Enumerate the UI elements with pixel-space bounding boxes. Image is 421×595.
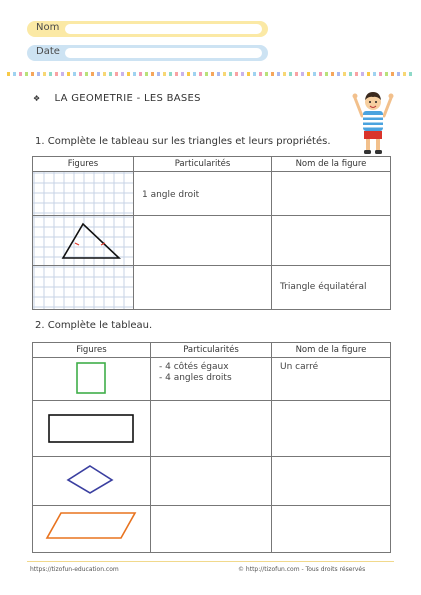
nom-cell[interactable] [272, 358, 391, 401]
color-dot [283, 72, 286, 76]
footer-divider [27, 561, 394, 562]
triangles-table [32, 156, 391, 310]
nom-text: Triangle équilatéral [280, 282, 367, 292]
nom-cell[interactable] [272, 266, 391, 310]
color-dot [163, 72, 166, 76]
table-row [33, 401, 391, 457]
particularites-line-1: - 4 côtés égaux [159, 362, 229, 372]
color-dot [313, 72, 316, 76]
color-dot [175, 72, 178, 76]
date-field[interactable] [27, 45, 268, 61]
figure-cell-parallelogram [33, 506, 151, 553]
footer-website-link[interactable]: https://tizofun-education.com [30, 566, 119, 573]
color-dot [37, 72, 40, 76]
color-dot [271, 72, 274, 76]
color-dot [409, 72, 412, 76]
particularites-line-2: - 4 angles droits [159, 373, 232, 383]
color-dot [115, 72, 118, 76]
name-input[interactable] [65, 24, 262, 34]
color-dot [43, 72, 46, 76]
diamond-bullet-icon: ❖ [33, 94, 41, 103]
table-row [33, 216, 391, 266]
particularites-text: 1 angle droit [142, 190, 200, 200]
color-dot [85, 72, 88, 76]
color-dot [19, 72, 22, 76]
color-dot [373, 72, 376, 76]
header-nom-figure: Nom de la figure [272, 157, 391, 172]
table-header-row [33, 157, 391, 172]
color-dot [205, 72, 208, 76]
nom-text [272, 457, 390, 465]
table-row [33, 358, 391, 401]
header-figures: Figures [33, 343, 151, 358]
color-dot [397, 72, 400, 76]
particularites-text [151, 401, 271, 409]
color-dot [67, 72, 70, 76]
color-dot [229, 72, 232, 76]
header-figures: Figures [33, 157, 134, 172]
nom-text: Un carré [280, 362, 319, 372]
color-dot [139, 72, 142, 76]
rhombus-figure-icon [33, 457, 151, 505]
color-dot [253, 72, 256, 76]
figure-cell-rhombus [33, 457, 151, 506]
color-dot [145, 72, 148, 76]
color-dot [133, 72, 136, 76]
nom-cell[interactable] [272, 457, 391, 506]
nom-text [272, 216, 390, 220]
worksheet-title: LA GEOMETRIE - LES BASES [54, 93, 201, 104]
figure-cell-triangle [33, 216, 134, 266]
color-dot [235, 72, 238, 76]
color-dot-strip [7, 72, 413, 77]
table-row [33, 457, 391, 506]
color-dot [319, 72, 322, 76]
color-dot [265, 72, 268, 76]
particularites-cell[interactable] [151, 457, 272, 506]
color-dot [385, 72, 388, 76]
date-label: Date [36, 46, 60, 57]
color-dot [13, 72, 16, 76]
rectangle-figure-icon [33, 401, 151, 456]
table-header-row [33, 343, 391, 358]
header-particularites: Particularités [151, 343, 272, 358]
nom-cell[interactable] [272, 216, 391, 266]
figure-cell-square [33, 358, 151, 401]
nom-text [272, 172, 390, 176]
particularites-cell[interactable] [151, 401, 272, 457]
color-dot [79, 72, 82, 76]
color-dot [199, 72, 202, 76]
color-dot [61, 72, 64, 76]
particularites-cell[interactable] [134, 266, 272, 310]
color-dot [127, 72, 130, 76]
color-dot [169, 72, 172, 76]
color-dot [241, 72, 244, 76]
parallelogram-figure-icon [33, 506, 151, 552]
table-row [33, 266, 391, 310]
color-dot [331, 72, 334, 76]
question-1-text: 1. Complète le tableau sur les triangles et leurs propriétés. [35, 136, 331, 147]
particularites-text [134, 266, 271, 274]
particularites-cell[interactable] [134, 172, 272, 216]
figure-cell-grid [33, 172, 134, 216]
color-dot [103, 72, 106, 76]
color-dot [349, 72, 352, 76]
date-input[interactable] [65, 48, 262, 58]
color-dot [157, 72, 160, 76]
color-dot [223, 72, 226, 76]
color-dot [217, 72, 220, 76]
color-dot [151, 72, 154, 76]
figure-cell-rectangle [33, 401, 151, 457]
table-row [33, 506, 391, 553]
name-field[interactable] [27, 21, 268, 37]
triangle-figure-icon [33, 216, 134, 265]
color-dot [7, 72, 10, 76]
color-dot [211, 72, 214, 76]
color-dot [355, 72, 358, 76]
boy-illustration-icon [352, 86, 394, 156]
nom-cell[interactable] [272, 172, 391, 216]
figure-cell-grid [33, 266, 134, 310]
color-dot [337, 72, 340, 76]
name-label: Nom [36, 22, 60, 33]
color-dot [193, 72, 196, 76]
color-dot [367, 72, 370, 76]
color-dot [49, 72, 52, 76]
color-dot [181, 72, 184, 76]
color-dot [259, 72, 262, 76]
color-dot [379, 72, 382, 76]
particularites-text [134, 216, 271, 224]
header-nom-figure: Nom de la figure [272, 343, 391, 358]
color-dot [403, 72, 406, 76]
color-dot [289, 72, 292, 76]
color-dot [97, 72, 100, 76]
table-row [33, 172, 391, 216]
color-dot [31, 72, 34, 76]
color-dot [307, 72, 310, 76]
color-dot [325, 72, 328, 76]
color-dot [91, 72, 94, 76]
particularites-cell[interactable] [151, 358, 272, 401]
particularites-text [151, 506, 271, 514]
color-dot [391, 72, 394, 76]
particularites-text [151, 457, 271, 465]
nom-cell[interactable] [272, 506, 391, 553]
color-dot [187, 72, 190, 76]
nom-text [272, 506, 390, 514]
color-dot [361, 72, 364, 76]
color-dot [55, 72, 58, 76]
color-dot [73, 72, 76, 76]
particularites-cell[interactable] [134, 216, 272, 266]
nom-text [272, 401, 390, 409]
question-2-text: 2. Complète le tableau. [35, 320, 153, 331]
footer-copyright: © http://tizofun.com - Tous droits réservés [238, 566, 366, 573]
square-figure-icon [33, 358, 151, 400]
nom-cell[interactable] [272, 401, 391, 457]
color-dot [109, 72, 112, 76]
color-dot [277, 72, 280, 76]
color-dot [121, 72, 124, 76]
shapes-table [32, 342, 391, 553]
header-particularites: Particularités [134, 157, 272, 172]
color-dot [301, 72, 304, 76]
color-dot [343, 72, 346, 76]
particularites-cell[interactable] [151, 506, 272, 553]
worksheet-title-row [33, 93, 201, 104]
color-dot [25, 72, 28, 76]
color-dot [295, 72, 298, 76]
color-dot [247, 72, 250, 76]
